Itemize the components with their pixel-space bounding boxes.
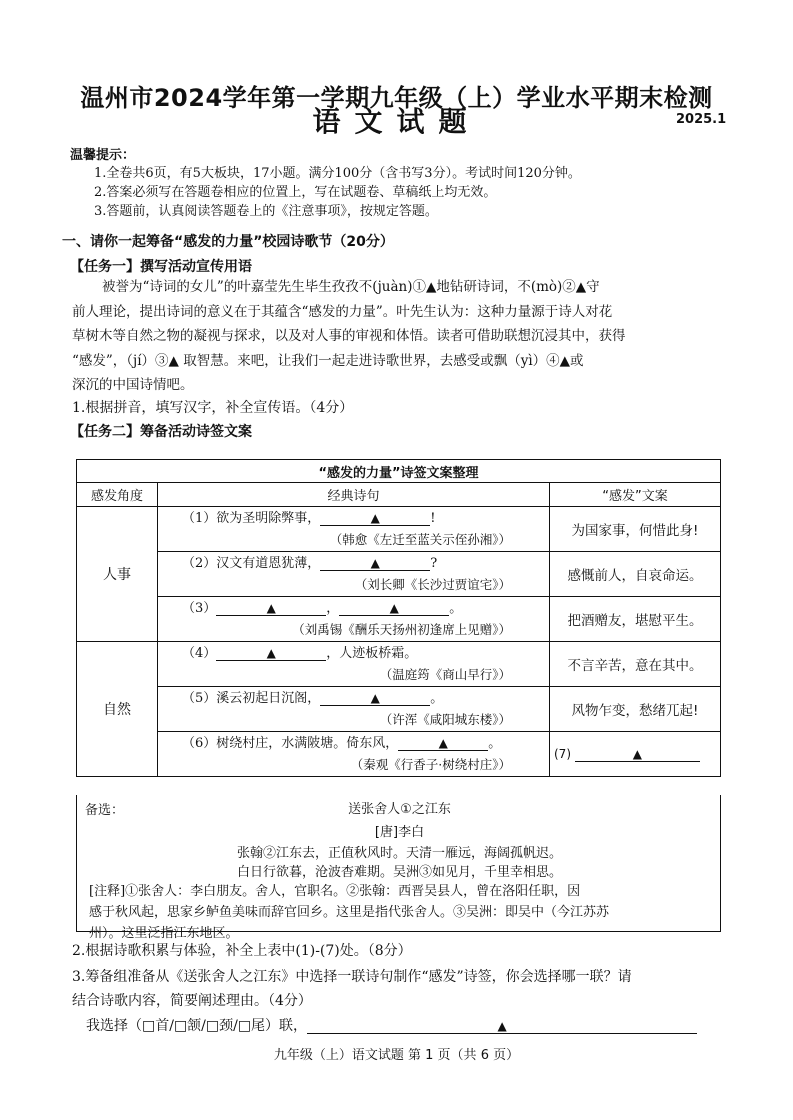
section-title: 一、请你一起筹备“感发的力量”校园诗歌节（20分） [62, 234, 394, 250]
note-line: 州）。这里泛指江东地区。 [89, 926, 239, 941]
poem-source: （刘禹锡《酬乐天扬州初逢席上见赠》） [292, 622, 511, 637]
exam-date: 2025.1 [676, 112, 727, 127]
poem-line: 张翰②江东去，正值秋风时。天清一雁远，海阔孤帆迟。 [236, 846, 562, 861]
poem-cell: （3） ▲ ， ▲ 。 （刘禹锡《酬乐天扬州初逢席上见赠》） [158, 597, 550, 642]
question-3: 3.筹备组准备从《送张舍人之江东》中选择一联诗句制作“感发”诗签，你会选择哪一联？请 [72, 969, 632, 985]
passage-line: “感发”，（jí）③▲ 取智慧。来吧，让我们一起走进诗歌世界，去感受或飘（yì）④▲或 [72, 352, 584, 369]
tips-heading: 温馨提示： [70, 148, 136, 163]
table-header: 感发角度 [77, 483, 158, 507]
tip-item: 3.答题前，认真阅读答题卷上的《注意事项》，按规定答题。 [94, 204, 438, 219]
copy-cell: 为国家事，何惜此身! [550, 507, 721, 552]
question-1: 1.根据拼音，填写汉字，补全宣传语。（4分） [72, 400, 354, 416]
poem-cell: （1）欲为圣明除弊事， ▲ ! （韩愈《左迁至蓝关示侄孙湘》） [158, 507, 550, 552]
passage-line: 被誉为“诗词的女儿”的叶嘉莹先生毕生孜孜不(juàn)①▲地钻研诗词，不(mò)②▲守 [102, 279, 600, 295]
answer-blank[interactable]: ▲ [398, 736, 488, 751]
question-2: 2.根据诗歌积累与体验，补全上表中(1)-(7)处。（8分） [72, 943, 412, 959]
answer-blank[interactable]: ▲ [307, 1019, 697, 1034]
poem-title: 送张舍人①之江东 [348, 802, 451, 817]
question-3-answer [86, 1015, 697, 1035]
poem-notes [89, 881, 713, 944]
passage-line: 深沉的中国诗情吧。 [72, 377, 194, 393]
poem-source: （刘长卿《长沙过贾谊宅》） [354, 577, 511, 592]
note-line: 感于秋风起，思家乡鲈鱼美味而辞官回乡。这里是指代张舍人。③吴洲：即吴中（今江苏苏 [89, 905, 610, 920]
answer-blank[interactable]: ▲ [320, 511, 430, 526]
poem-source: （韩愈《左迁至蓝关示侄孙湘》） [329, 532, 511, 547]
copy-cell: 把酒赠友，堪慰平生。 [550, 597, 721, 642]
page-footer: 九年级（上）语文试题 第 1 页（共 6 页） [273, 1048, 520, 1063]
exam-title: 温州市2024学年第一学期九年级（上）学业水平期末检测 [80, 84, 713, 112]
answer-blank[interactable]: ▲ [320, 556, 430, 571]
tip-item: 1.全卷共6页，有5大板块，17小题。满分100分（含书写3分）。考试时间120分钟。 [94, 166, 581, 181]
passage-line: 前人理论，提出诗词的意义在于其蕴含“感发的力量”。叶先生认为：这种力量源于诗人对花 [72, 303, 613, 320]
poem-author: [唐]李白 [374, 825, 425, 840]
passage [72, 275, 722, 398]
copy-cell: 感慨前人，自哀命运。 [550, 552, 721, 597]
poem-cell: （2）汉文有道恩犹薄， ▲ ? （刘长卿《长沙过贾谊宅》） [158, 552, 550, 597]
copy-cell: 不言辛苦，意在其中。 [550, 642, 721, 687]
poem-cell: （4） ▲ ，人迹板桥霜。 （温庭筠《商山早行》） [158, 642, 550, 687]
copy-cell [550, 732, 721, 777]
category-cell: 人事 [77, 507, 158, 642]
task2-heading: 【任务二】筹备活动诗签文案 [70, 424, 252, 440]
poem-source: （秦观《行香子·树绕村庄》） [350, 757, 511, 772]
note-line: [注释]①张舍人：李白朋友。舍人，官职名。②张翰：西晋吴县人，曾在洛阳任职，因 [89, 884, 581, 899]
tip-item: 2.答案必须写在答题卷相应的位置上，写在试题卷、草稿纸上均无效。 [94, 185, 497, 200]
poem-table [76, 459, 721, 777]
category-cell: 自然 [77, 642, 158, 777]
answer-blank[interactable]: ▲ [216, 601, 326, 616]
poem-cell: （6）树绕村庄，水满陂塘。倚东风， ▲ 。 （秦观《行香子·树绕村庄》） [158, 732, 550, 777]
task1-heading: 【任务一】撰写活动宣传用语 [70, 259, 252, 275]
copy-cell: 风物乍变，愁绪兀起! [550, 687, 721, 732]
poem-source: （温庭筠《商山早行》） [379, 667, 511, 682]
answer-blank[interactable]: ▲ [216, 646, 326, 661]
reference-poem-box [76, 795, 721, 941]
poem-line: 白日行欲暮，沧波杳难期。吴洲③如见月，千里幸相思。 [236, 865, 562, 880]
answer-blank[interactable]: ▲ [575, 747, 700, 762]
passage-line: 草树木等自然之物的凝视与探求，以及对人事的审视和体悟。读者可借助联想沉浸其中，获得 [72, 328, 626, 344]
reference-label: 备选： [85, 803, 125, 818]
answer-blank[interactable]: ▲ [339, 601, 449, 616]
answer-blank[interactable]: ▲ [320, 691, 430, 706]
exam-subtitle: 语文试题 [312, 105, 481, 138]
blank-label: (7) [554, 746, 571, 761]
answer-prefix: 我选择（□首/□颔/□颈/□尾）联， [86, 1018, 308, 1034]
table-header: “感发”文案 [550, 483, 721, 507]
poem-cell: （5）溪云初起日沉阁， ▲ 。 （许浑《咸阳城东楼》） [158, 687, 550, 732]
table-caption: “感发的力量”诗签文案整理 [77, 460, 721, 483]
question-3-cont: 结合诗歌内容，简要阐述理由。（4分） [72, 993, 312, 1009]
table-header: 经典诗句 [158, 483, 550, 507]
poem-source: （许浑《咸阳城东楼》） [379, 712, 511, 727]
